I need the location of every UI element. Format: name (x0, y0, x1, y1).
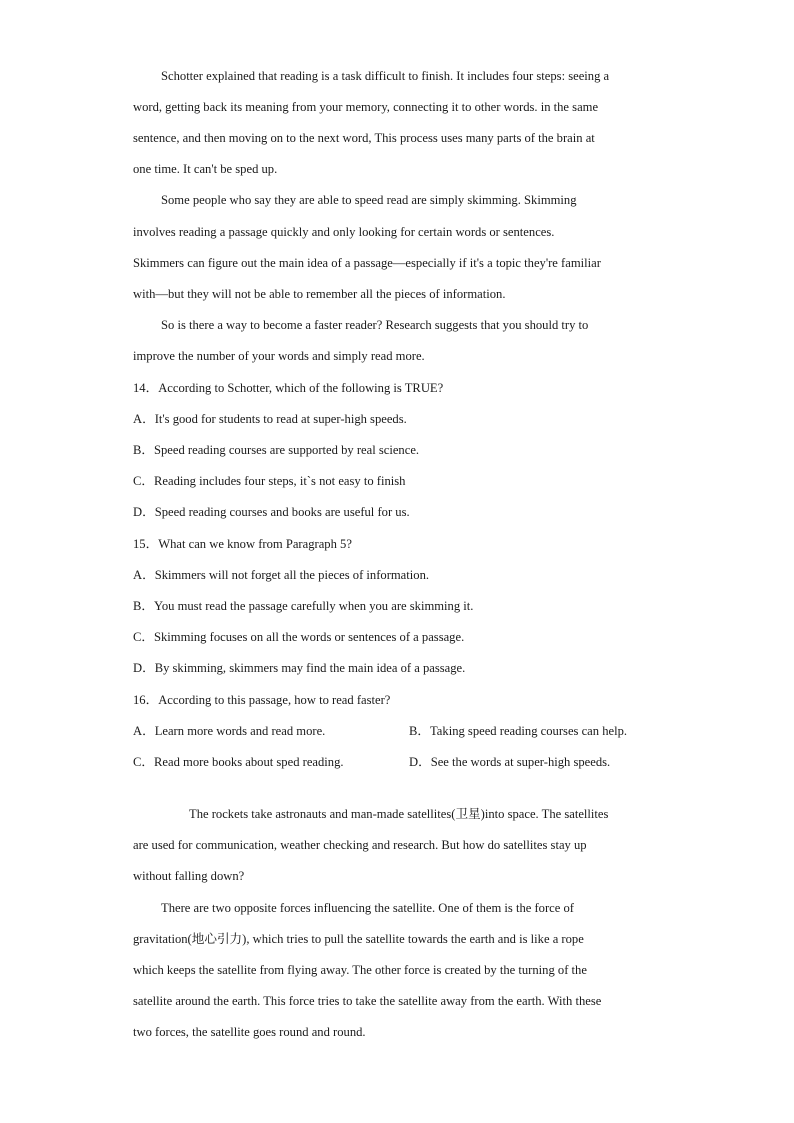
question-16-stem: 16．According to this passage, how to read faster? (133, 693, 391, 707)
passage1-paragraph2-line4: with—but they will not be able to remember all the pieces of information. (133, 287, 506, 301)
question-16-option-c: C．Read more books about sped reading. (133, 755, 344, 769)
passage2-paragraph1-line2: are used for communication, weather checking and research. But how do satellites stay up (133, 838, 587, 852)
passage2-paragraph2-line3: which keeps the satellite from flying away. The other force is created by the turning of the (133, 963, 587, 977)
question-15-option-a: A．Skimmers will not forget all the pieces of information. (133, 568, 430, 582)
passage2-paragraph1-line1: The rockets take astronauts and man-made satellites(卫星)into space. The satellites (189, 807, 609, 821)
passage1-paragraph1-line4: one time. It can't be sped up. (133, 162, 278, 176)
passage1-paragraph2-line3: Skimmers can figure out the main idea of a passage—especially if it's a topic they're familiar (133, 256, 601, 270)
passage2-paragraph2-line2: gravitation(地心引力), which tries to pull the satellite towards the earth and is like a rope (133, 932, 584, 946)
question-14-option-d: D．Speed reading courses and books are useful for us. (133, 505, 410, 519)
passage1-paragraph3-line1: So is there a way to become a faster reader? Research suggests that you should try to (161, 318, 589, 332)
question-14-option-b: B．Speed reading courses are supported by real science. (133, 443, 420, 457)
question-16-option-a: A．Learn more words and read more. (133, 724, 326, 738)
passage2-paragraph2-line4: satellite around the earth. This force tries to take the satellite away from the earth. With these (133, 994, 602, 1008)
question-14-stem: 14．According to Schotter, which of the following is TRUE? (133, 381, 444, 395)
passage1-paragraph3-line2: improve the number of your words and simply read more. (133, 349, 425, 363)
question-15-option-b: B．You must read the passage carefully when you are skimming it. (133, 599, 474, 613)
passage2-paragraph2-line5: two forces, the satellite goes round and round. (133, 1025, 366, 1039)
question-16-option-b: B．Taking speed reading courses can help. (409, 724, 628, 738)
passage2-paragraph2-line1: There are two opposite forces influencing the satellite. One of them is the force of (161, 901, 574, 915)
passage1-paragraph1-line2: word, getting back its meaning from your memory, connecting it to other words. in the same (133, 100, 599, 114)
question-15-option-d: D．By skimming, skimmers may find the main idea of a passage. (133, 661, 466, 675)
question-14-option-c: C．Reading includes four steps, it`s not easy to finish (133, 474, 406, 488)
passage1-paragraph2-line1: Some people who say they are able to speed read are simply skimming. Skimming (161, 193, 577, 207)
question-14-option-a: A．It's good for students to read at super-high speeds. (133, 412, 407, 426)
passage2-paragraph1-line3: without falling down? (133, 869, 245, 883)
passage1-paragraph2-line2: involves reading a passage quickly and only looking for certain words or sentences. (133, 225, 555, 239)
question-15-stem: 15．What can we know from Paragraph 5? (133, 537, 352, 551)
passage1-paragraph1-line1: Schotter explained that reading is a task difficult to finish. It includes four steps: seeing a (161, 69, 610, 83)
question-15-option-c: C．Skimming focuses on all the words or sentences of a passage. (133, 630, 465, 644)
passage1-paragraph1-line3: sentence, and then moving on to the next word, This process uses many parts of the brain at (133, 131, 595, 145)
question-16-option-d: D．See the words at super-high speeds. (409, 755, 611, 769)
